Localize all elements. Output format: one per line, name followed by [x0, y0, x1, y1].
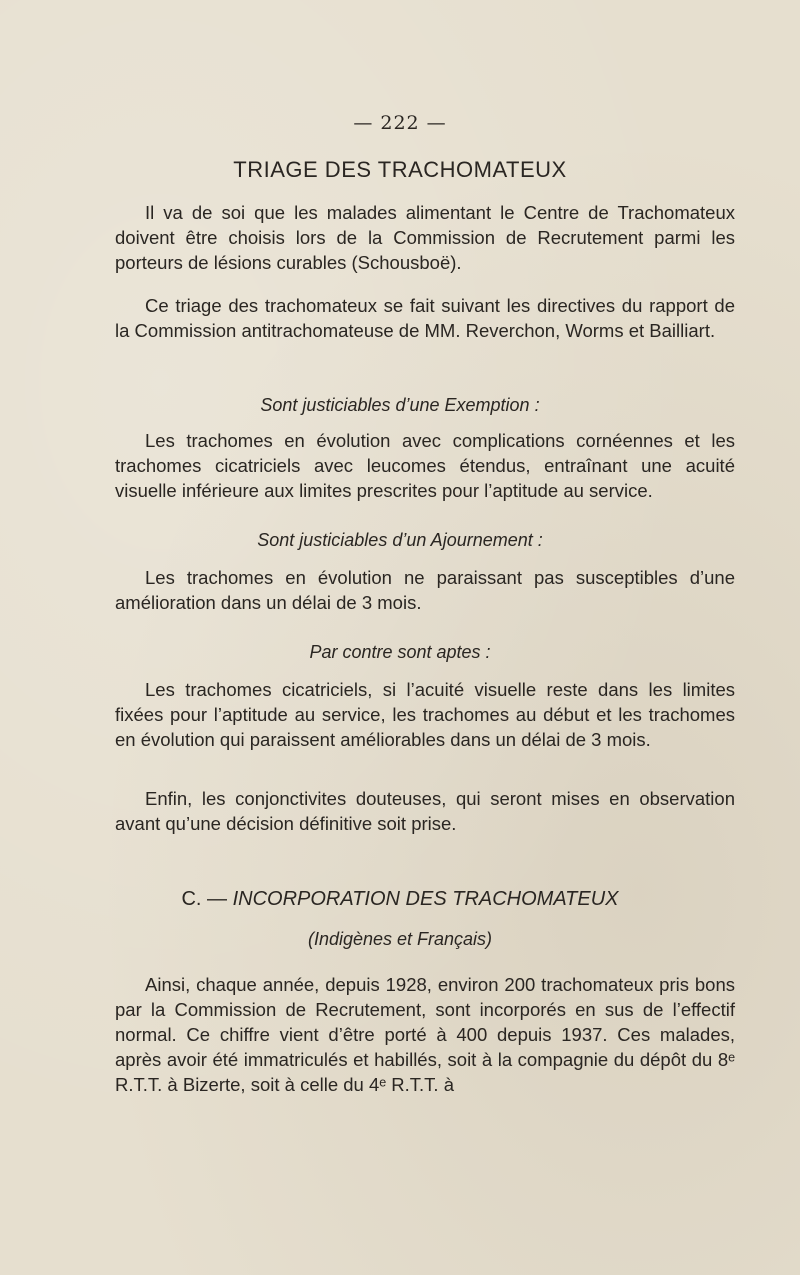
section-prefix: C. — — [181, 888, 233, 910]
paragraph-5: Les trachomes cicatriciels, si l’acuité visuelle reste dans les limites fixées pour l’aptitude au service, les trachomes au début et les trachomes en évolution qui paraissent améliorables dans un délai de 3 mois. — [115, 679, 735, 750]
paragraph-3: Les trachomes en évolution avec complications cornéennes et les trachomes cicatriciels avec leucomes étendus, entraînant une acuité visuelle inférieure aux limites prescrites pour l’aptitude au service. — [115, 430, 735, 501]
paragraph-4: Les trachomes en évolution ne paraissant pas susceptibles d’une amélioration dans un délai de 3 mois. — [115, 567, 735, 613]
page-title: TRIAGE DES TRACHOMATEUX — [233, 157, 567, 182]
section-subtitle: (Indigènes et Français) — [307, 929, 493, 949]
paragraph-6: Enfin, les conjonctivites douteuses, qui seront mises en observation avant qu’une décision définitive soit prise. — [115, 788, 735, 834]
section-title: INCORPORATION DES TRACHOMATEUX — [232, 888, 619, 910]
paragraph-7: Ainsi, chaque année, depuis 1928, environ 200 trachomateux pris bons par la Commission de Recrutement, sont incorporés en sus de l’effectif normal. Ce chiffre vient d’être porté à 400 depuis 1937. Ces malades, après avoir été immatriculés et habillés, soit à la compagnie du dépôt du 8ᵉ R.T.T. à Bizerte, soit à celle du 4ᵉ R.T.T. à — [115, 974, 735, 1095]
paragraph-1: Il va de soi que les malades alimentant le Centre de Trachomateux doivent être choisis lors de la Commission de Recrutement parmi les porteurs de lésions curables (Schousboë). — [115, 202, 735, 273]
subheading-ajournement: Sont justiciables d’un Ajournement : — [257, 530, 543, 550]
subheading-exemption: Sont justiciables d’une Exemption : — [260, 395, 540, 415]
page-number: — 222 — — [353, 112, 447, 134]
paragraph-2: Ce triage des trachomateux se fait suivant les directives du rapport de la Commission antitrachomateuse de MM. Reverchon, Worms et Bailliart. — [115, 295, 735, 341]
section-heading — [0, 888, 800, 911]
subheading-aptes: Par contre sont aptes : — [309, 642, 491, 662]
